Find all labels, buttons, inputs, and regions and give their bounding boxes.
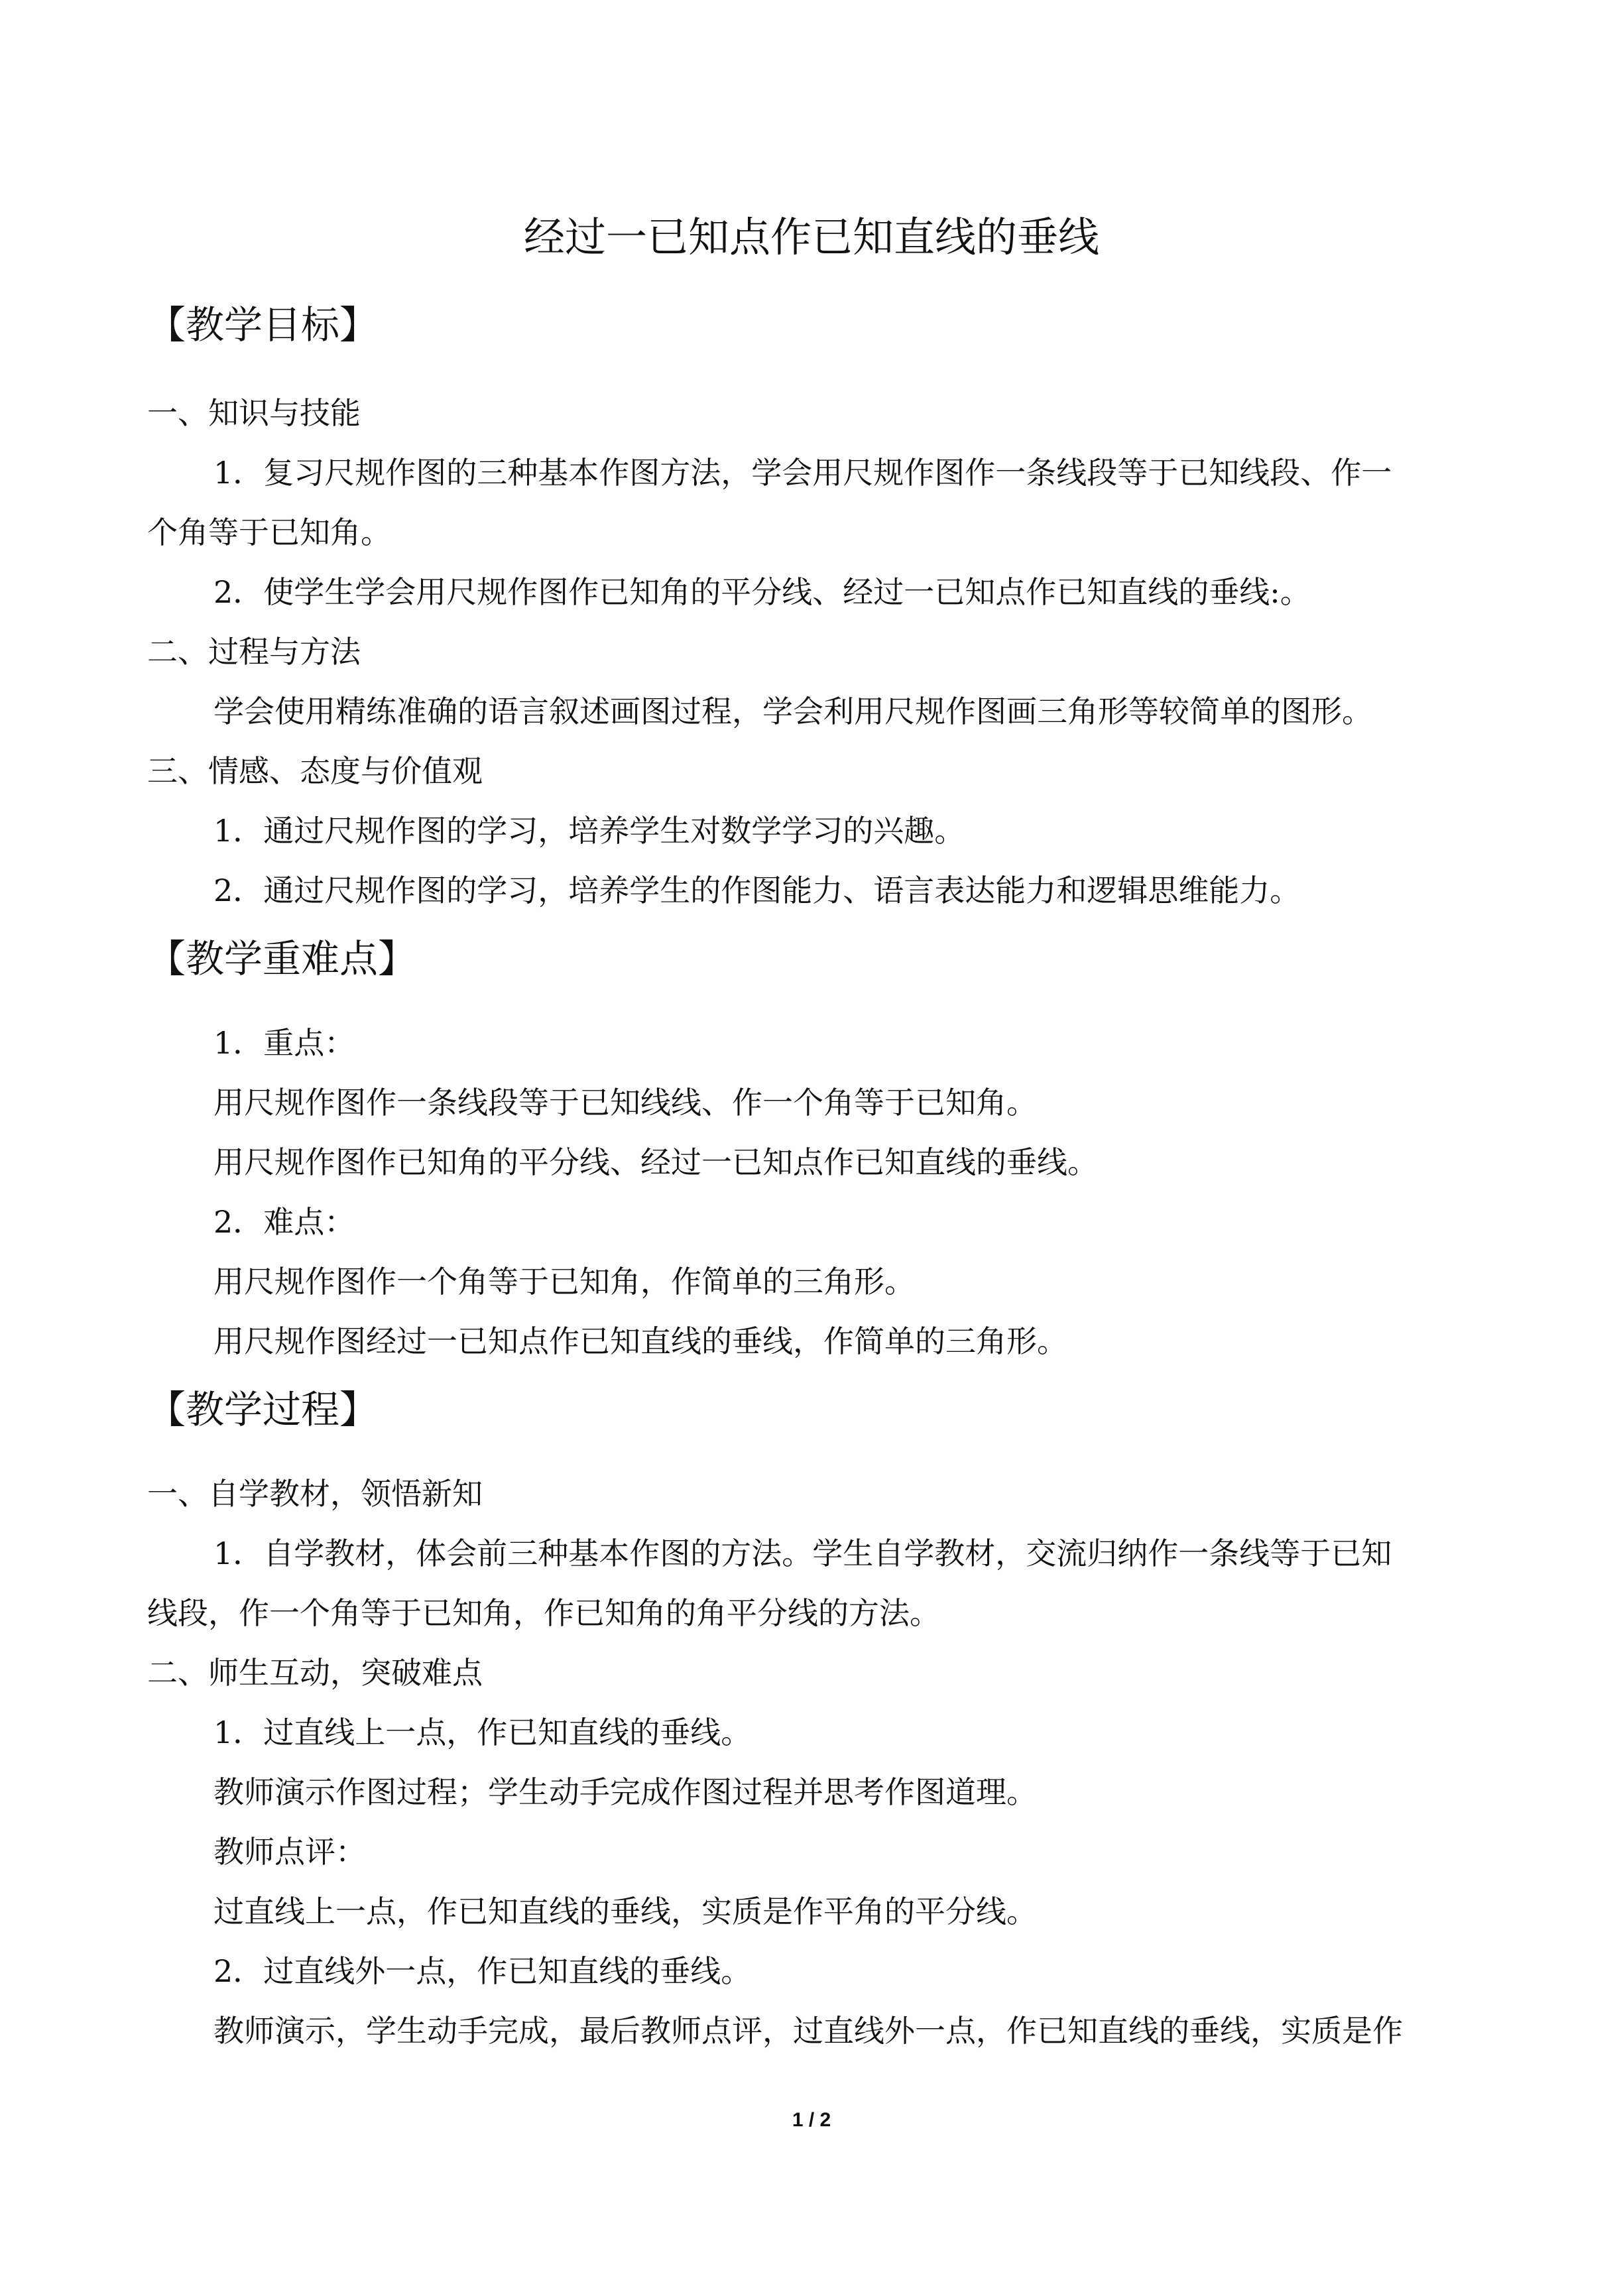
paragraph-line: 学会使用精练准确的语言叙述画图过程，学会利用尺规作图画三角形等较简单的图形。 [213, 694, 1372, 729]
page-title: 经过一已知点作已知直线的垂线 [523, 213, 1099, 261]
paragraph-line: 个角等于已知角。 [147, 514, 391, 550]
paragraph-line: 教师演示作图过程；学生动手完成作图过程并思考作图道理。 [213, 1774, 1037, 1810]
paragraph-line: 1．过直线上一点，作已知直线的垂线。 [213, 1715, 752, 1750]
paragraph-line: 二、师生互动，突破难点 [147, 1655, 483, 1691]
paragraph-line: 1．通过尺规作图的学习，培养学生对数学学习的兴趣。 [213, 813, 965, 849]
paragraph-line: 1．复习尺规作图的三种基本作图方法，学会用尺规作图作一条线段等于已知线段、作一 [213, 455, 1392, 491]
paragraph-line: 二、过程与方法 [147, 634, 361, 670]
section-heading-process: 【教学过程】 [147, 1387, 379, 1432]
paragraph-line: 一、自学教材，领悟新知 [147, 1476, 483, 1512]
paragraph-line: 过直线上一点，作已知直线的垂线，实质是作平角的平分线。 [213, 1894, 1037, 1929]
section-heading-key-points: 【教学重难点】 [147, 936, 417, 981]
paragraph-line: 1．重点： [213, 1025, 355, 1061]
paragraph-line: 用尺规作图作一个角等于已知角，作简单的三角形。 [213, 1264, 915, 1299]
paragraph-line: 三、情感、态度与价值观 [147, 753, 483, 789]
paragraph-line: 一、知识与技能 [147, 395, 361, 431]
paragraph-line: 2．难点： [213, 1204, 355, 1240]
page-number: 1 / 2 [792, 2109, 831, 2131]
paragraph-line: 2．使学生学会用尺规作图作已知角的平分线、经过一已知点作已知直线的垂线:。 [213, 574, 1311, 610]
paragraph-line: 教师演示，学生动手完成，最后教师点评，过直线外一点，作已知直线的垂线，实质是作 [213, 2013, 1403, 2049]
paragraph-line: 用尺规作图作已知角的平分线、经过一已知点作已知直线的垂线。 [213, 1144, 1098, 1180]
paragraph-line: 用尺规作图作一条线段等于已知线线、作一个角等于已知角。 [213, 1085, 1037, 1120]
section-heading-objectives: 【教学目标】 [147, 302, 379, 347]
paragraph-line: 2．通过尺规作图的学习，培养学生的作图能力、语言表达能力和逻辑思维能力。 [213, 873, 1301, 908]
paragraph-line: 线段，作一个角等于已知角，作已知角的角平分线的方法。 [147, 1595, 940, 1631]
paragraph-line: 2．过直线外一点，作已知直线的垂线。 [213, 1953, 752, 1989]
paragraph-line: 1．自学教材，体会前三种基本作图的方法。学生自学教材，交流归纳作一条线等于已知 [213, 1536, 1392, 1571]
paragraph-line: 用尺规作图经过一已知点作已知直线的垂线，作简单的三角形。 [213, 1323, 1067, 1359]
paragraph-line: 教师点评： [213, 1834, 366, 1870]
